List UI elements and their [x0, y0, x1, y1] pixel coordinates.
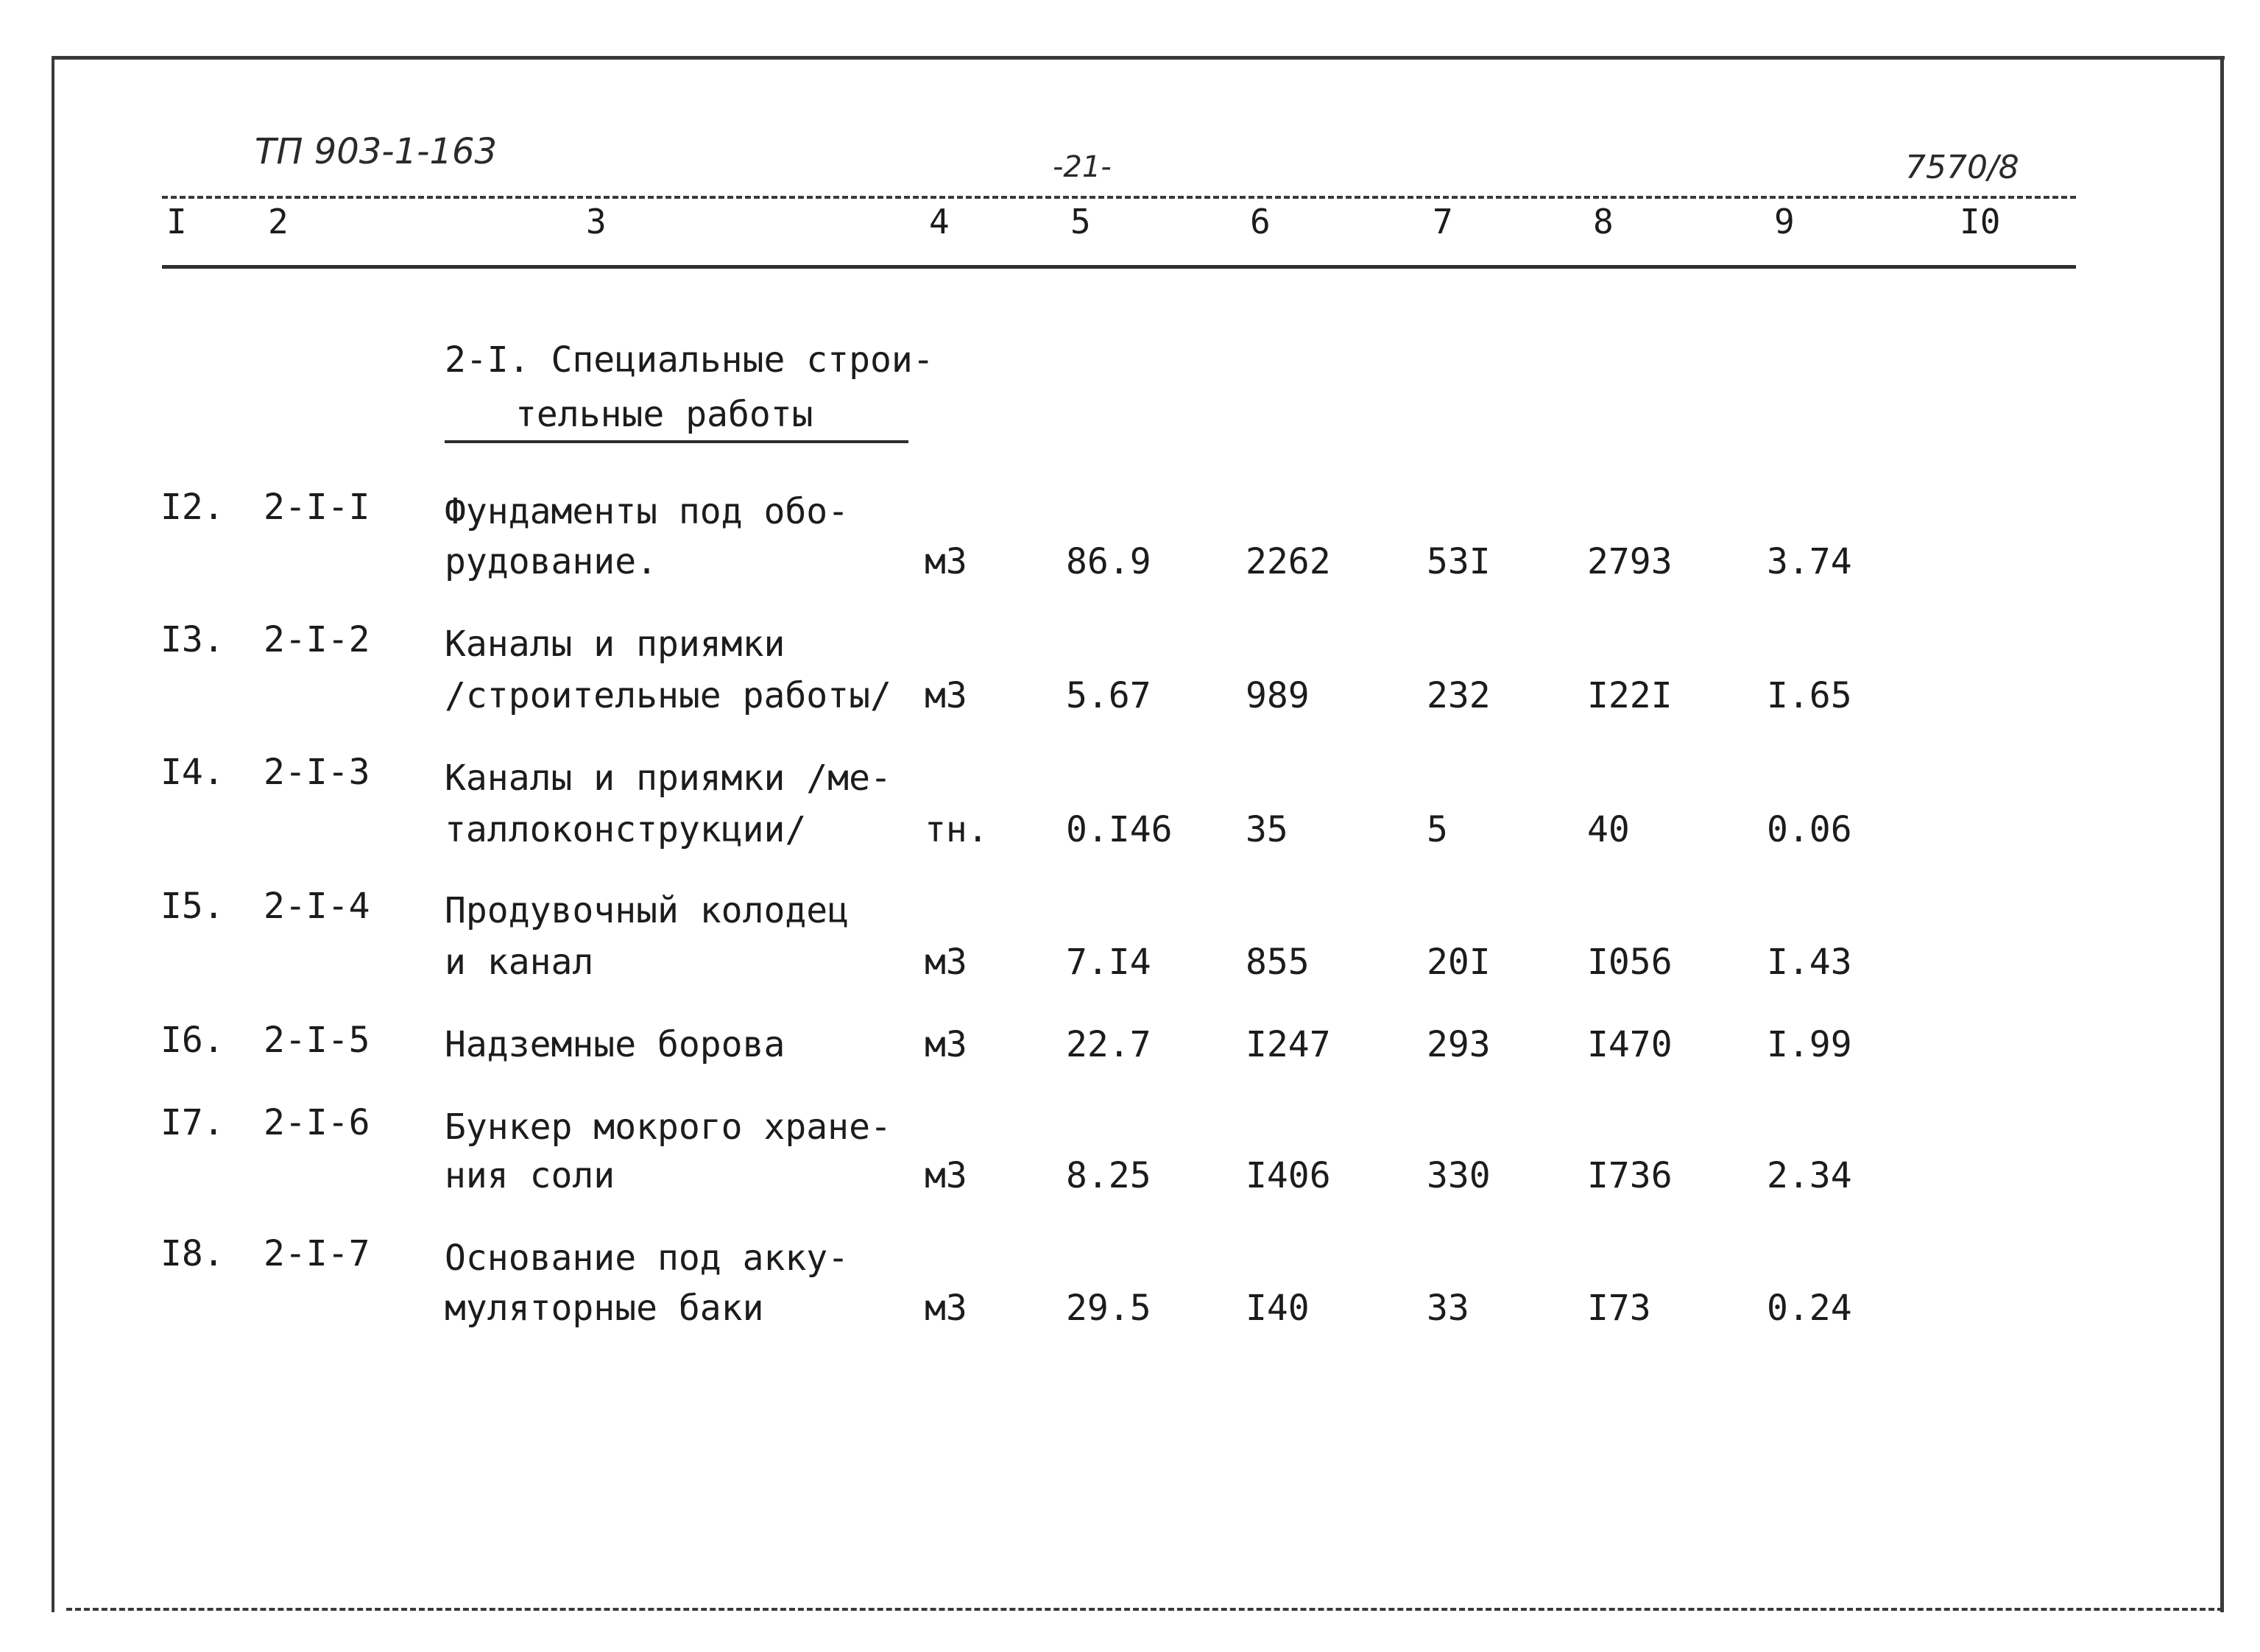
row-col8: 40: [1587, 809, 1630, 850]
row-col9: I.99: [1767, 1024, 1852, 1065]
row-quantity: 7.I4: [1066, 942, 1151, 983]
row-number: I8.: [160, 1233, 225, 1274]
col-num-6: 6: [1250, 202, 1271, 241]
row-code: 2-I-2: [264, 619, 370, 660]
row-code: 2-I-I: [264, 487, 370, 528]
row-number: I3.: [160, 619, 225, 660]
col-num-4: 4: [929, 202, 950, 241]
col-num-5: 5: [1070, 202, 1091, 241]
frame-right-border: [2220, 56, 2224, 1612]
sheet-ref: 7570/8: [1905, 149, 2019, 186]
col-num-1: I: [166, 202, 187, 241]
frame-bottom-border: [66, 1608, 2223, 1611]
row-col7: 20I: [1427, 942, 1491, 983]
row-name-line1: Каналы и приямки /ме-: [445, 758, 891, 799]
row-quantity: 29.5: [1066, 1288, 1151, 1329]
row-col8: 2793: [1587, 541, 1673, 582]
row-col9: 0.06: [1767, 809, 1852, 850]
row-name-line1: Бункер мокрого хране-: [445, 1106, 891, 1148]
row-code: 2-I-6: [264, 1102, 370, 1143]
col-num-8: 8: [1593, 202, 1614, 241]
col-num-3: 3: [586, 202, 607, 241]
row-number: I4.: [160, 752, 225, 793]
section-title: [445, 333, 934, 442]
row-col7: 5: [1427, 809, 1448, 850]
section-title-line1: 2-I. Специальные строи-: [445, 339, 934, 381]
row-number: I5.: [160, 886, 225, 927]
row-unit: м3: [925, 675, 967, 716]
row-quantity: 0.I46: [1066, 809, 1173, 850]
row-quantity: 22.7: [1066, 1024, 1151, 1065]
row-col9: 2.34: [1767, 1155, 1852, 1196]
row-col7: 53I: [1427, 541, 1491, 582]
row-quantity: 86.9: [1066, 541, 1151, 582]
row-col7: 293: [1427, 1024, 1491, 1065]
row-col9: 0.24: [1767, 1288, 1852, 1329]
row-col6: 855: [1246, 942, 1310, 983]
row-code: 2-I-4: [264, 886, 370, 927]
row-col9: 3.74: [1767, 541, 1852, 582]
row-col7: 232: [1427, 675, 1491, 716]
frame-top-border: [52, 56, 2225, 60]
row-col8: I736: [1587, 1155, 1673, 1196]
col-num-7: 7: [1433, 202, 1453, 241]
row-col8: I22I: [1587, 675, 1673, 716]
row-unit: м3: [925, 1155, 967, 1196]
row-quantity: 5.67: [1066, 675, 1151, 716]
row-col8: I056: [1587, 942, 1673, 983]
row-number: I2.: [160, 487, 225, 528]
row-unit: тн.: [925, 809, 989, 850]
row-col6: I247: [1246, 1024, 1331, 1065]
row-name-line1: Продувочный колодец: [445, 890, 850, 931]
row-name-line1: Фундаменты под обо-: [445, 491, 850, 532]
page-number: -21-: [1053, 150, 1112, 184]
row-col6: 2262: [1246, 541, 1331, 582]
row-col6: 35: [1246, 809, 1288, 850]
row-name-line2: таллоконструкции/: [445, 809, 807, 850]
row-number: I7.: [160, 1102, 225, 1143]
section-title-line2: тельные работы: [515, 394, 813, 435]
row-unit: м3: [925, 1288, 967, 1329]
col-num-2: 2: [268, 202, 289, 241]
header-solid-rule: [162, 265, 2076, 269]
row-col9: I.65: [1767, 675, 1852, 716]
row-name-line2: муляторные баки: [445, 1288, 764, 1329]
row-code: 2-I-7: [264, 1233, 370, 1274]
row-name-line1: Каналы и приямки: [445, 624, 785, 665]
row-name-line2: рудование.: [445, 541, 657, 582]
doc-code: ТП 903-1-163: [255, 131, 498, 172]
frame-left-border: [52, 56, 54, 1612]
row-unit: м3: [925, 1024, 967, 1065]
row-number: I6.: [160, 1020, 225, 1061]
row-col8: I73: [1587, 1288, 1651, 1329]
col-num-9: 9: [1774, 202, 1795, 241]
section-underline: [445, 440, 908, 443]
row-col7: 330: [1427, 1155, 1491, 1196]
row-col6: I406: [1246, 1155, 1331, 1196]
row-col6: I40: [1246, 1288, 1310, 1329]
row-code: 2-I-3: [264, 752, 370, 793]
row-name-line1: Надземные борова: [445, 1024, 785, 1065]
row-col7: 33: [1427, 1288, 1469, 1329]
row-name-line2: и канал: [445, 942, 594, 983]
col-num-10: I0: [1960, 202, 2001, 241]
row-col6: 989: [1246, 675, 1310, 716]
row-quantity: 8.25: [1066, 1155, 1151, 1196]
row-name-line2: ния соли: [445, 1155, 615, 1196]
row-name-line1: Основание под акку-: [445, 1238, 850, 1279]
row-unit: м3: [925, 942, 967, 983]
row-name-line2: /строительные работы/: [445, 675, 891, 716]
row-col9: I.43: [1767, 942, 1852, 983]
row-code: 2-I-5: [264, 1020, 370, 1061]
row-unit: м3: [925, 541, 967, 582]
header-dashed-rule: [162, 196, 2076, 199]
row-col8: I470: [1587, 1024, 1673, 1065]
